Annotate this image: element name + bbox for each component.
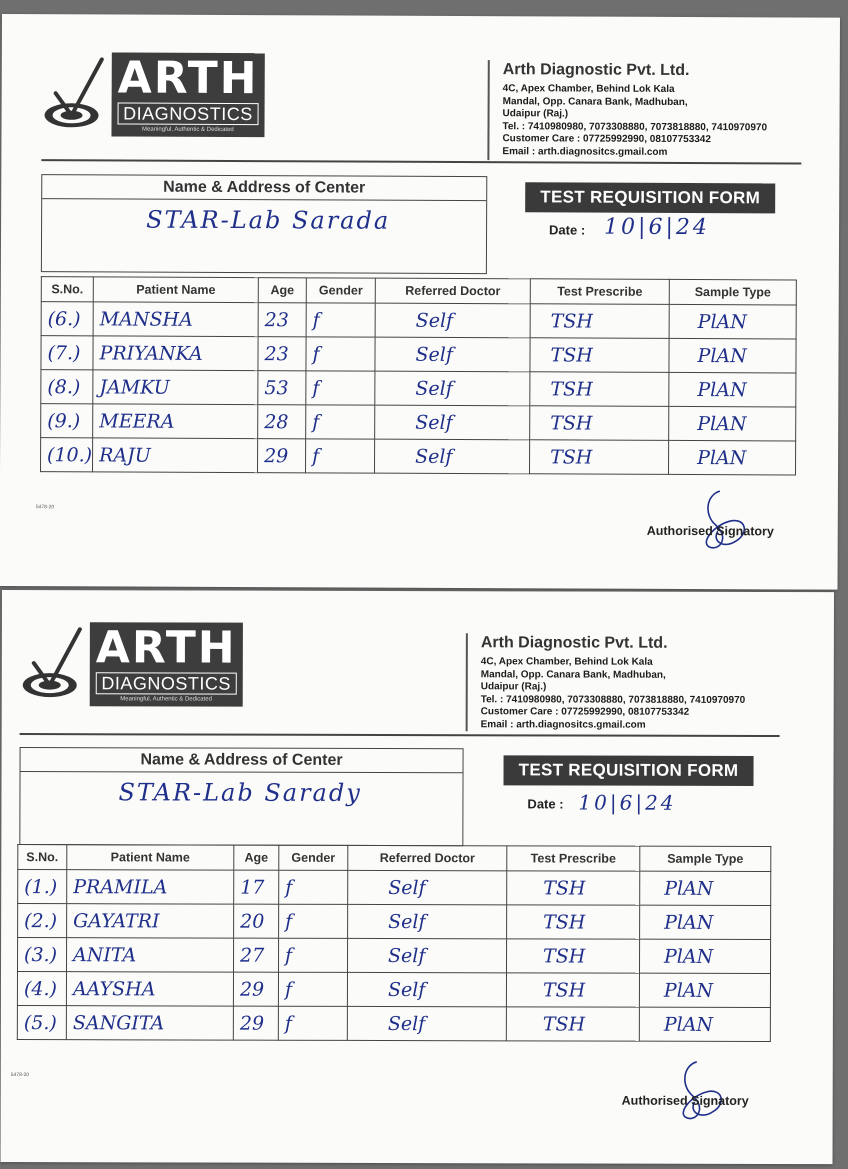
- logo-tagline: Meaningful, Authentic & Dedicated: [120, 696, 212, 703]
- table-header-row: [18, 845, 771, 872]
- cell-doctor: Self: [375, 439, 530, 474]
- requisition-form-2: [1, 590, 834, 1164]
- cell-patient-name: PRIYANKA: [93, 336, 258, 371]
- form-title: TEST REQUISITION FORM: [525, 182, 775, 213]
- cell-test: TSH: [506, 939, 639, 973]
- center-box: [41, 174, 487, 274]
- cell-age: 29: [233, 1006, 278, 1040]
- cell-age: 20: [234, 904, 279, 938]
- company-tel: Tel. : 7410980980, 7073308880, 7073818880, 7410970970: [480, 693, 746, 706]
- cell-test: TSH: [506, 973, 639, 1007]
- cell-sample: PlAN: [640, 905, 771, 939]
- table-row: [18, 870, 771, 906]
- col-sno-header: S.No.: [41, 277, 93, 302]
- center-name-value: STAR-Lab Sarada: [146, 205, 391, 235]
- cell-sno: (10.): [41, 438, 93, 472]
- col-sample-header: Sample Type: [669, 279, 796, 305]
- table-row: [17, 1006, 770, 1042]
- cell-age: 28: [258, 405, 306, 439]
- company-customer-care: Customer Care : 07725992990, 08107753342: [480, 706, 690, 718]
- logo-subtext: DIAGNOSTICS: [96, 672, 237, 694]
- logo-tagline: Meaningful, Authentic & Dedicated: [142, 126, 234, 134]
- cell-patient-name: JAMKU: [93, 370, 258, 405]
- cell-doctor: Self: [348, 938, 507, 972]
- form-title: TEST REQUISITION FORM: [503, 755, 753, 786]
- cell-patient-name: ANITA: [67, 938, 234, 972]
- cell-sample: PlAN: [639, 939, 770, 973]
- authorised-signatory-label: Authorised Signatory: [621, 1093, 749, 1108]
- center-header: Name & Address of Center: [21, 748, 463, 773]
- cell-gender: f: [279, 904, 348, 938]
- cell-sno: (8.): [41, 370, 93, 404]
- center-box: [19, 747, 463, 846]
- cell-doctor: Self: [375, 371, 530, 406]
- company-address-1: 4C, Apex Chamber, Behind Lok Kala: [502, 83, 675, 95]
- signature-scribble: [667, 1056, 737, 1128]
- cell-gender: f: [279, 938, 348, 972]
- cell-doctor: Self: [348, 904, 507, 938]
- cell-age: 23: [258, 303, 306, 337]
- patient-table: [40, 276, 797, 475]
- cell-sample: PlAN: [669, 406, 796, 441]
- company-logo: [20, 622, 243, 707]
- target-check-icon: [41, 57, 111, 131]
- cell-sample: PlAN: [669, 338, 796, 373]
- center-name-value: STAR-Lab Sarady: [118, 778, 362, 807]
- col-sample-header: Sample Type: [640, 846, 771, 871]
- cell-age: 29: [233, 972, 278, 1006]
- cell-sno: (2.): [18, 904, 67, 938]
- cell-test: TSH: [530, 372, 669, 407]
- company-email: Email : arth.diagnositcs.gmail.com: [480, 718, 646, 731]
- cell-test: TSH: [507, 871, 640, 905]
- col-doctor-header: Referred Doctor: [375, 278, 530, 304]
- company-address-1: 4C, Apex Chamber, Behind Lok Kala: [480, 656, 653, 668]
- cell-sno: (4.): [17, 972, 66, 1006]
- col-age-header: Age: [258, 278, 306, 303]
- cell-patient-name: GAYATRI: [67, 904, 234, 938]
- header-divider: [487, 60, 489, 160]
- cell-age: 23: [258, 337, 306, 371]
- requisition-form-1: [0, 14, 840, 590]
- cell-sample: PlAN: [640, 871, 771, 905]
- cell-age: 27: [234, 938, 279, 972]
- cell-sno: (1.): [18, 870, 67, 904]
- cell-doctor: Self: [348, 870, 507, 904]
- logo-text: ARTH: [95, 622, 237, 674]
- cell-gender: f: [278, 972, 347, 1006]
- date-value: 10|6|24: [578, 790, 677, 815]
- cell-patient-name: SANGITA: [66, 1006, 233, 1040]
- form-code: 5478-20: [35, 504, 55, 511]
- cell-gender: f: [306, 439, 375, 473]
- cell-sample: PlAN: [669, 440, 796, 475]
- cell-doctor: Self: [347, 972, 506, 1006]
- col-sno-header: S.No.: [18, 845, 67, 870]
- table-row: [17, 972, 770, 1008]
- cell-sno: (7.): [41, 336, 93, 370]
- center-header: Name & Address of Center: [42, 175, 486, 201]
- cell-test: TSH: [506, 1007, 639, 1041]
- cell-doctor: Self: [347, 1006, 506, 1040]
- cell-test: TSH: [530, 440, 669, 475]
- signature-scribble: [690, 485, 760, 557]
- cell-sample: PlAN: [639, 1007, 770, 1041]
- cell-patient-name: RAJU: [93, 438, 258, 473]
- company-tel: Tel. : 7410980980, 7073308880, 7073818880, 7410970970: [502, 120, 768, 133]
- col-gender-header: Gender: [306, 278, 375, 303]
- cell-sno: (6.): [41, 302, 93, 336]
- date-label: Date :: [549, 222, 586, 238]
- company-name: Arth Diagnostic Pvt. Ltd.: [480, 634, 668, 652]
- cell-doctor: Self: [375, 405, 530, 440]
- cell-test: TSH: [507, 905, 640, 939]
- company-address-2: Mandal, Opp. Canara Bank, Madhuban,: [502, 95, 688, 108]
- company-info: [502, 61, 767, 159]
- cell-age: 29: [258, 439, 306, 473]
- table-row: [41, 438, 796, 475]
- table-row: [18, 904, 771, 940]
- table-row: [41, 302, 796, 339]
- cell-doctor: Self: [375, 303, 530, 338]
- cell-sno: (3.): [18, 938, 67, 972]
- cell-test: TSH: [530, 304, 669, 339]
- company-address-3: Udaipur (Raj.): [480, 681, 547, 693]
- company-info: [481, 634, 746, 732]
- cell-patient-name: PRAMILA: [67, 870, 234, 904]
- table-row: [41, 370, 796, 407]
- date-label: Date :: [527, 796, 564, 812]
- cell-sno: (9.): [41, 404, 93, 438]
- cell-patient-name: MEERA: [93, 404, 258, 439]
- cell-age: 17: [234, 870, 279, 904]
- cell-doctor: Self: [375, 337, 530, 372]
- cell-sample: PlAN: [669, 304, 796, 339]
- cell-patient-name: AAYSHA: [66, 972, 233, 1006]
- col-test-header: Test Prescribe: [507, 846, 640, 871]
- company-address-2: Mandal, Opp. Canara Bank, Madhuban,: [480, 668, 666, 681]
- cell-test: TSH: [530, 338, 669, 373]
- company-name: Arth Diagnostic Pvt. Ltd.: [502, 61, 690, 79]
- col-test-header: Test Prescribe: [530, 279, 669, 305]
- company-email: Email : arth.diagnositcs.gmail.com: [502, 145, 668, 158]
- cell-patient-name: MANSHA: [93, 302, 258, 337]
- col-patient-header: Patient Name: [93, 277, 258, 303]
- table-header-row: [41, 277, 796, 305]
- col-doctor-header: Referred Doctor: [348, 845, 507, 870]
- header-rule: [20, 733, 780, 736]
- company-address-3: Udaipur (Raj.): [502, 108, 569, 120]
- cell-gender: f: [306, 303, 375, 337]
- table-row: [41, 336, 796, 373]
- header-divider: [466, 633, 468, 731]
- col-gender-header: Gender: [279, 845, 348, 870]
- logo-text: ARTH: [117, 52, 259, 105]
- form-code: 5478-20: [10, 1072, 30, 1079]
- date-value: 10|6|24: [604, 214, 710, 241]
- patient-table: [17, 844, 772, 1042]
- cell-gender: f: [306, 371, 375, 405]
- logo-subtext: DIAGNOSTICS: [118, 103, 259, 126]
- company-logo: [41, 52, 264, 137]
- cell-test: TSH: [530, 406, 669, 441]
- table-row: [41, 404, 796, 441]
- col-patient-header: Patient Name: [67, 845, 234, 870]
- header-rule: [41, 159, 801, 164]
- authorised-signatory-label: Authorised Signatory: [646, 523, 774, 539]
- target-check-icon: [20, 627, 90, 701]
- table-row: [18, 938, 771, 974]
- cell-sample: PlAN: [669, 372, 796, 407]
- cell-age: 53: [258, 371, 306, 405]
- company-customer-care: Customer Care : 07725992990, 08107753342: [502, 133, 711, 146]
- cell-gender: f: [279, 870, 348, 904]
- cell-sno: (5.): [17, 1006, 66, 1040]
- cell-gender: f: [306, 337, 375, 371]
- col-age-header: Age: [234, 845, 279, 870]
- cell-gender: f: [306, 405, 375, 439]
- cell-sample: PlAN: [639, 973, 770, 1007]
- cell-gender: f: [278, 1006, 347, 1040]
